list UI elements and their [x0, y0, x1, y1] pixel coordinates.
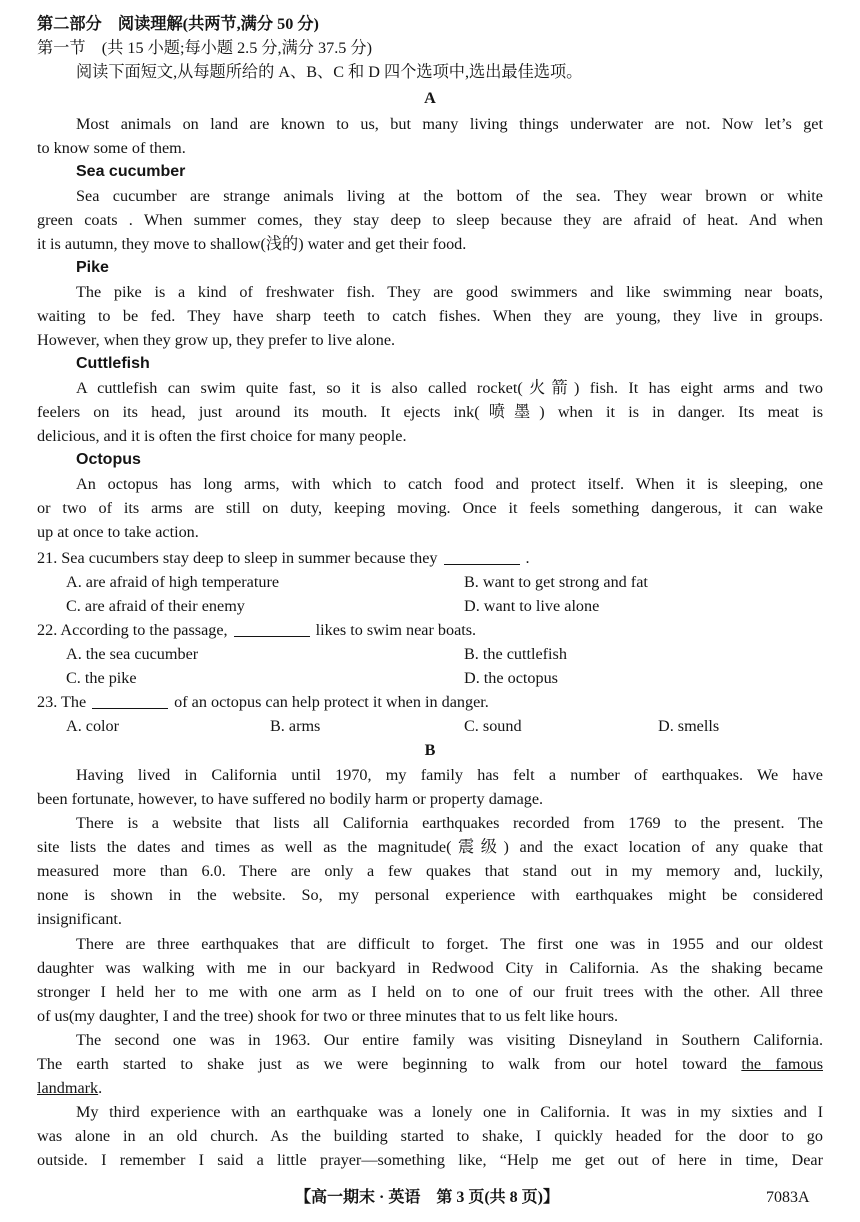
passage-a-label: A: [424, 89, 436, 107]
question-stem-end: of an octopus can help protect it when in danger.: [174, 693, 489, 711]
option-23-c: C. sound: [464, 717, 522, 735]
part-heading: 第二部分 阅读理解(共两节,满分 50 分): [37, 15, 319, 33]
option-21-c: C. are afraid of their enemy: [66, 597, 245, 615]
paragraph-line: insignificant.: [37, 910, 122, 928]
heading-sea-cucumber: Sea cucumber: [76, 163, 186, 180]
paragraph-line: The pike is a kind of freshwater fish. They are good swimmers and like swimming near boats,: [76, 283, 823, 301]
paragraph-line: There is a website that lists all California earthquakes recorded from 1769 to the present. The: [76, 814, 823, 832]
option-22-b: B. the cuttlefish: [464, 645, 567, 663]
paragraph-line: up at once to take action.: [37, 523, 199, 541]
paragraph-line: waiting to be fed. They have sharp teeth to catch fishes. When they are young, they live in groups.: [37, 307, 823, 325]
paragraph-line: been fortunate, however, to have suffered no bodily harm or property damage.: [37, 790, 544, 808]
paragraph-line: it is autumn, they move to shallow(浅的) water and get their food.: [37, 235, 467, 253]
passage-a-intro-line: Most animals on land are known to us, but many living things underwater are not. Now let’s get: [76, 115, 823, 133]
paragraph-line: My third experience with an earthquake was a lonely one in California. It was in my sixties and I: [76, 1103, 823, 1121]
paragraph-line: feelers on its head, just around its mouth. It ejects ink(喷墨) when it is in danger. Its meat is: [37, 403, 823, 421]
paragraph-line: [37, 1076, 823, 1100]
question-21: [37, 546, 823, 570]
paragraph-line: daughter was walking with me in our backyard in Redwood City in California. As the shaking became: [37, 959, 823, 977]
question-stem: 22. According to the passage,: [37, 621, 228, 639]
paragraph-line: delicious, and it is often the first choice for many people.: [37, 427, 407, 445]
option-23-b: B. arms: [270, 717, 321, 735]
section-heading: 第一节 (共 15 小题;每小题 2.5 分,满分 37.5 分): [37, 39, 372, 57]
paragraph-line: outside. I remember I said a little prayer—something like, “Help me get out of here in time, Dear: [37, 1151, 823, 1169]
paragraph-line: Sea cucumber are strange animals living at the bottom of the sea. They wear brown or white: [76, 187, 823, 205]
instruction: 阅读下面短文,从每题所给的 A、B、C 和 D 四个选项中,选出最佳选项。: [76, 63, 583, 81]
paragraph-line: none is shown in the website. So, my personal experience with earthquakes might be considered: [37, 886, 823, 904]
paragraph-line: [37, 1052, 823, 1076]
page-footer: 【高一期末 · 英语 第 3 页(共 8 页)】: [295, 1189, 559, 1206]
answer-blank: [234, 620, 310, 637]
option-22-d: D. the octopus: [464, 669, 558, 687]
option-21-b: B. want to get strong and fat: [464, 573, 648, 591]
paragraph-line: or two of its arms are still on duty, keeping moving. Once it feels something dangerous, it can wake: [37, 499, 823, 517]
paragraph-line: The second one was in 1963. Our entire family was visiting Disneyland in Southern California.: [76, 1031, 823, 1049]
paragraph-line: stronger I held her to me with one arm as I held on to one of our fruit trees with the other. All three: [37, 983, 823, 1001]
option-21-d: D. want to live alone: [464, 597, 600, 615]
question-stem: 21. Sea cucumbers stay deep to sleep in summer because they: [37, 549, 438, 567]
option-23-a: A. color: [66, 717, 120, 735]
option-22-a: A. the sea cucumber: [66, 645, 199, 663]
paragraph-line: green coats . When summer comes, they stay deep to sleep because they are afraid of heat. And when: [37, 211, 823, 229]
paragraph-text: .: [98, 1079, 103, 1097]
heading-pike: Pike: [76, 259, 109, 276]
paragraph-line: site lists the dates and times as well as the magnitude(震级) and the exact location of any quake that: [37, 838, 823, 856]
paragraph-line: measured more than 6.0. There are only a few quakes that stand out in my memory and, luckily,: [37, 862, 823, 880]
exam-code: 7083A: [766, 1189, 810, 1206]
passage-b-label: B: [424, 741, 436, 759]
paragraph-line: was alone in an old church. As the building started to shake, I quickly headed for the door to go: [37, 1127, 823, 1145]
question-22: [37, 618, 823, 642]
question-23: [37, 690, 823, 714]
heading-cuttlefish: Cuttlefish: [76, 355, 150, 372]
answer-blank: [444, 548, 520, 565]
question-stem-end: likes to swim near boats.: [315, 621, 477, 639]
question-stem-end: .: [525, 549, 530, 567]
paragraph-line: An octopus has long arms, with which to catch food and protect itself. When it is sleeping, one: [76, 475, 823, 493]
option-22-c: C. the pike: [66, 669, 137, 687]
answer-blank: [92, 692, 168, 709]
paragraph-line: There are three earthquakes that are difficult to forget. The first one was in 1955 and our oldest: [76, 935, 823, 953]
question-stem: 23. The: [37, 693, 87, 711]
paragraph-line: of us(my daughter, I and the tree) shook for two or three minutes that to us felt like hours.: [37, 1007, 619, 1025]
option-21-a: A. are afraid of high temperature: [66, 573, 280, 591]
option-23-d: D. smells: [658, 717, 720, 735]
paragraph-text: The earth started to shake just as we were beginning to walk from our hotel toward: [37, 1055, 728, 1073]
heading-octopus: Octopus: [76, 451, 141, 468]
paragraph-line: A cuttlefish can swim quite fast, so it is also called rocket(火箭) fish. It has eight arms and two: [76, 379, 823, 397]
underlined-phrase: the famous: [741, 1055, 823, 1073]
paragraph-line: However, when they grow up, they prefer to live alone.: [37, 331, 396, 349]
passage-a-intro-line: to know some of them.: [37, 139, 186, 157]
paragraph-line: Having lived in California until 1970, my family has felt a number of earthquakes. We have: [76, 766, 823, 784]
underlined-phrase: landmark: [37, 1079, 99, 1097]
